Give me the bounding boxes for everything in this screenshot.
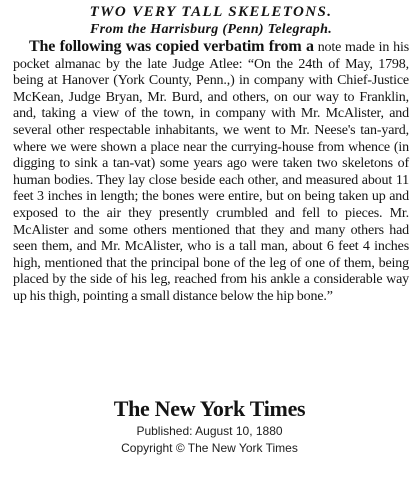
- publication-date: Published: August 10, 1880: [136, 424, 283, 438]
- body-text: note made in his pocket almanac by the late Judge Atlee: “On the 24th of May, 1798, being at Hanover (York County, Penn.,) in company with Chief-Justice McKean, Judge Bryan, Mr. Burd, and others, on our way to Franklin, and, taking a view of the town, in company with Mr. McAlister, and several other respectable inhabitants, we went to Mr. Neese's tan-yard, where we were shown a place near the currying-house from whence (in digging to sink a tan-vat) some years ago were taken two skeletons of human bodies. They lay close beside each other, and measured about 11 feet 3 inches in length; the bones were entire, but on being taken up and exposed to the air they presently crumbled and fell to pieces. Mr. McAlister and some others mentioned that they and many others had seen them, and Mr. McAlister, who is a tall man, about 6 feet 4 inches high, mentioned that the principal bone of the leg of one of them, being placed by the side of his leg, reached from his ankle a considerable way up his thigh, pointing a small distance below the hip bone.”: [13, 40, 409, 304]
- article: [13, 3, 409, 306]
- copyright-notice: Copyright © The New York Times: [121, 441, 298, 455]
- article-body: [13, 39, 409, 306]
- masthead-logo: The New York Times: [113, 396, 306, 421]
- headline: TWO VERY TALL SKELETONS.: [89, 4, 333, 20]
- footer: [0, 395, 419, 457]
- lead-text: The following was copied verbatim from a: [29, 38, 314, 55]
- subhead: From the Harrisburg (Penn) Telegraph.: [89, 22, 332, 37]
